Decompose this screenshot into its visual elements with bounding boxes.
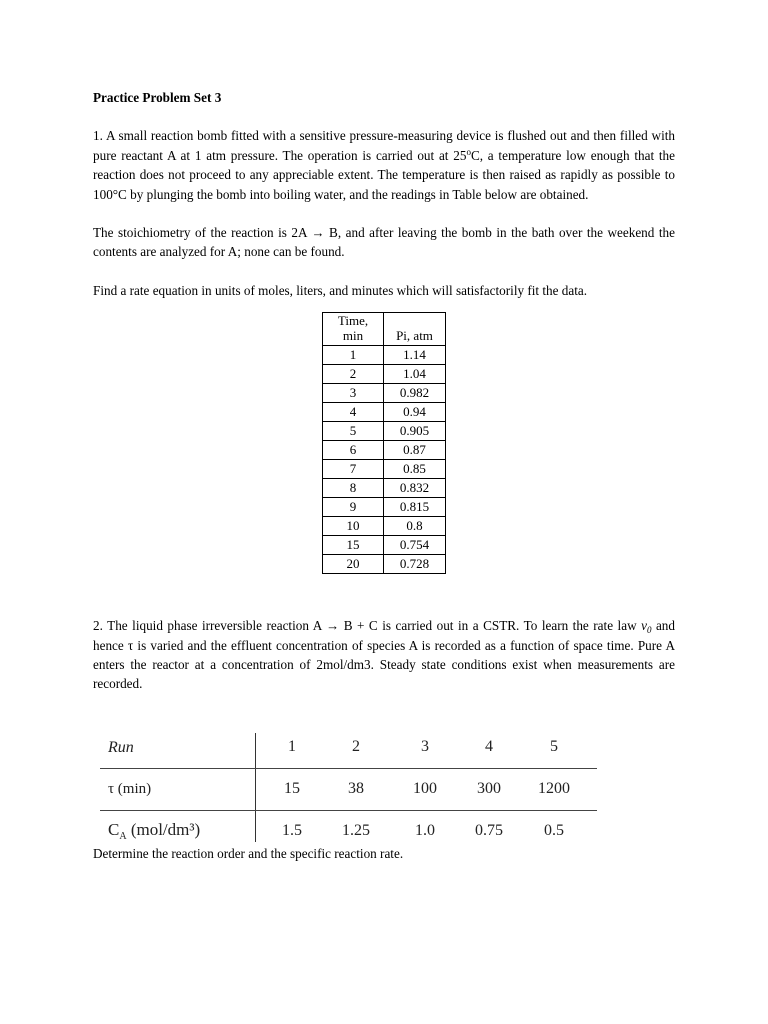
pressure-table-row: [323, 555, 446, 574]
cstr-data-table: [100, 733, 597, 842]
pressure-table: [322, 312, 446, 574]
problem2-statement: [93, 616, 675, 694]
problem1-task: Find a rate equation in units of moles, liters, and minutes which will satisfactorily fit the data.: [93, 282, 588, 298]
pressure-cell: 0.94: [384, 403, 446, 422]
problem1-text-b: C, a temperature low enough that the reaction does not proceed to any appreciable extent. The temperature is then raised as rapidly as possible to 100°C by plunging the bomb into boiling water, and the readings in Table below are obtained.: [93, 147, 675, 202]
time-cell: 6: [323, 441, 384, 460]
run-number-cell: 1: [288, 737, 296, 755]
pressure-table-row: [323, 346, 446, 365]
pressure-cell: 0.754: [384, 536, 446, 555]
time-cell: 1: [323, 346, 384, 365]
concentration-cell: 1.5: [282, 821, 302, 839]
run-number-cell: 2: [352, 737, 360, 755]
tau-cell: 1200: [538, 779, 570, 797]
tau-cell: 15: [284, 779, 300, 797]
pressure-table-row: [323, 384, 446, 403]
run-row-label: Run: [108, 738, 134, 756]
table-divider-horizontal-2: [100, 810, 597, 811]
pressure-cell: 1.04: [384, 365, 446, 384]
tau-row-label: τ (min): [108, 780, 152, 797]
pressure-cell: 0.982: [384, 384, 446, 403]
pressure-table-row: [323, 422, 446, 441]
table-divider-horizontal-1: [100, 768, 597, 769]
time-cell: 10: [323, 517, 384, 536]
tau-cell: 100: [413, 779, 437, 797]
pressure-cell: 0.87: [384, 441, 446, 460]
problem2-task: Determine the reaction order and the specific reaction rate.: [93, 845, 404, 861]
problem1-statement: [93, 126, 675, 204]
time-cell: 4: [323, 403, 384, 422]
ca-row-label: $C_A$ (mol/dm³): [108, 819, 201, 842]
run-number-cell: 4: [485, 737, 493, 755]
pressure-cell: 0.85: [384, 460, 446, 479]
tau-cell: 300: [477, 779, 501, 797]
tau-cell: 38: [348, 779, 364, 797]
time-cell: 2: [323, 365, 384, 384]
pressure-cell: 0.815: [384, 498, 446, 517]
pressure-table-wrapper: [322, 312, 675, 574]
flow-rate-symbol: $v_0$: [641, 618, 652, 636]
pressure-table-row: [323, 498, 446, 517]
pressure-table-row: [323, 536, 446, 555]
pressure-cell: 0.728: [384, 555, 446, 574]
table-divider-vertical: [255, 733, 256, 842]
pressure-cell: 1.14: [384, 346, 446, 365]
pressure-table-row: [323, 403, 446, 422]
pressure-cell: 0.8: [384, 517, 446, 536]
problem2-text-a: 2. The liquid phase irreversible reaction A → B + C is carried out in a CSTR. To learn the rate law: [93, 618, 642, 634]
time-cell: 3: [323, 384, 384, 403]
concentration-cell: 1.0: [415, 821, 435, 839]
time-column-header: Time, min: [323, 313, 384, 346]
time-cell: 15: [323, 536, 384, 555]
document-page: [93, 88, 675, 882]
concentration-cell: 0.5: [544, 821, 564, 839]
time-cell: 9: [323, 498, 384, 517]
page-title: Practice Problem Set 3: [93, 90, 222, 105]
pressure-table-row: [323, 441, 446, 460]
run-number-cell: 5: [550, 737, 558, 755]
pressure-table-row: [323, 460, 446, 479]
problem1-text-a: 1. A small reaction bomb fitted with a sensitive pressure-measuring device is flushed out and then filled with pure reactant A at 1 atm pressure. The operation is carried out at 25: [93, 128, 675, 163]
time-cell: 5: [323, 422, 384, 441]
problem1-stoichiometry: The stoichiometry of the reaction is 2A → B, and after leaving the bomb in the bath over the weekend the contents are analyzed for A; none can be found.: [93, 225, 675, 260]
degree-mark: o: [466, 146, 471, 157]
time-cell: 8: [323, 479, 384, 498]
concentration-cell: 0.75: [475, 821, 503, 839]
pressure-table-header: [323, 313, 446, 346]
time-cell: 7: [323, 460, 384, 479]
pressure-table-row: [323, 479, 446, 498]
pressure-column-header: Pi, atm: [384, 313, 446, 346]
pressure-table-row: [323, 365, 446, 384]
problem2-text-b: and hence τ is varied and the effluent concentration of species A is recorded as a function of space time. Pure A enters the reactor at a concentration of 2mol/dm3. Steady state conditions exist when measurements are recorded.: [93, 618, 675, 692]
run-number-cell: 3: [421, 737, 429, 755]
time-cell: 20: [323, 555, 384, 574]
pressure-cell: 0.832: [384, 479, 446, 498]
pressure-table-row: [323, 517, 446, 536]
pressure-cell: 0.905: [384, 422, 446, 441]
concentration-cell: 1.25: [342, 821, 370, 839]
